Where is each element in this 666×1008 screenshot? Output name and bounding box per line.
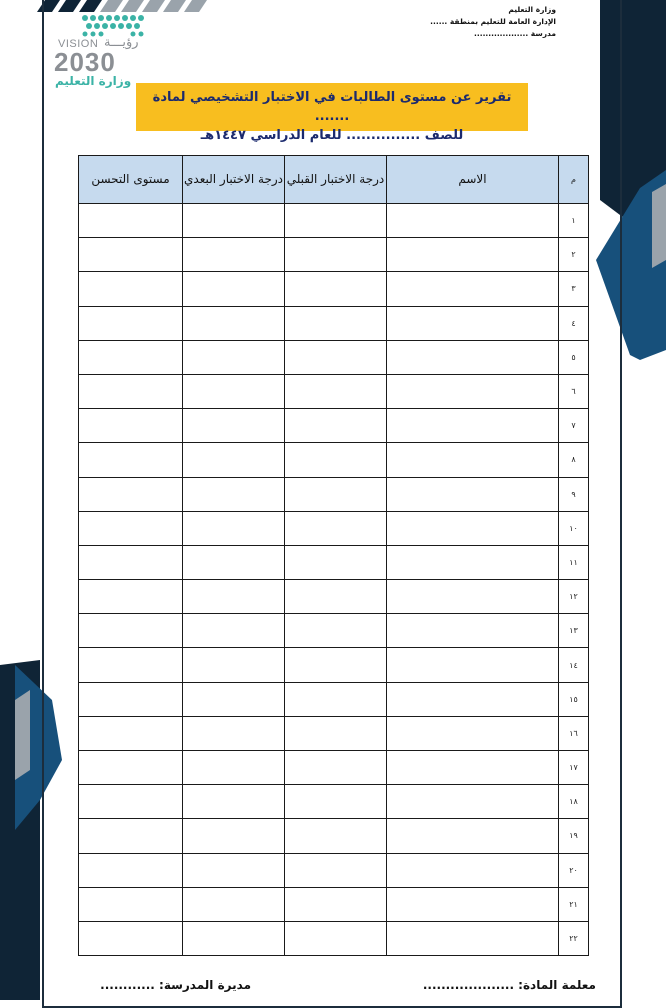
- improvement-cell[interactable]: [79, 204, 183, 238]
- improvement-cell[interactable]: [79, 409, 183, 443]
- table-row: [79, 238, 589, 272]
- pre-test-cell[interactable]: [285, 374, 387, 408]
- report-title-box: [136, 83, 528, 143]
- pre-test-cell[interactable]: [285, 545, 387, 579]
- principal-signature: مديرة المدرسة: ............: [100, 978, 251, 992]
- improvement-cell[interactable]: [79, 751, 183, 785]
- post-test-cell[interactable]: [183, 545, 285, 579]
- table-row: [79, 853, 589, 887]
- name-cell[interactable]: [387, 238, 559, 272]
- row-number: ١٣: [559, 614, 589, 648]
- improvement-cell[interactable]: [79, 511, 183, 545]
- table-row: [79, 887, 589, 921]
- table-row: [79, 409, 589, 443]
- table-row: [79, 306, 589, 340]
- pre-test-cell[interactable]: [285, 819, 387, 853]
- post-test-cell[interactable]: [183, 751, 285, 785]
- row-number: ٩: [559, 477, 589, 511]
- name-cell[interactable]: [387, 340, 559, 374]
- post-test-cell[interactable]: [183, 887, 285, 921]
- improvement-cell[interactable]: [79, 887, 183, 921]
- table-row: [79, 921, 589, 955]
- name-cell[interactable]: [387, 204, 559, 238]
- row-number: ٢: [559, 238, 589, 272]
- improvement-cell[interactable]: [79, 716, 183, 750]
- row-number: ١٠: [559, 511, 589, 545]
- row-number: ٥: [559, 340, 589, 374]
- logo-year: 2030: [54, 47, 116, 77]
- post-test-cell[interactable]: [183, 785, 285, 819]
- report-title-line-1: تقرير عن مستوى الطالبات في الاختبار التشخيصي لمادة .......: [152, 90, 512, 124]
- header-post-test: درجة الاختبار البعدي: [183, 156, 285, 204]
- pre-test-cell[interactable]: [285, 751, 387, 785]
- pre-test-cell[interactable]: [285, 204, 387, 238]
- pre-test-cell[interactable]: [285, 614, 387, 648]
- pre-test-cell[interactable]: [285, 580, 387, 614]
- header-school-line: مدرسة ...................: [474, 29, 556, 38]
- report-title-line-2: للصف ............... للعام الدراسي ١٤٤٧هـ: [200, 128, 464, 143]
- pre-test-cell[interactable]: [285, 511, 387, 545]
- pre-test-cell[interactable]: [285, 477, 387, 511]
- pre-test-cell[interactable]: [285, 887, 387, 921]
- table-row: [79, 511, 589, 545]
- table-row: [79, 374, 589, 408]
- logo-ministry-name: وزارة التعليم: [55, 74, 132, 88]
- pre-test-cell[interactable]: [285, 785, 387, 819]
- pre-test-cell[interactable]: [285, 409, 387, 443]
- row-number: ٨: [559, 443, 589, 477]
- name-cell[interactable]: [387, 682, 559, 716]
- improvement-cell[interactable]: [79, 853, 183, 887]
- pre-test-cell[interactable]: [285, 443, 387, 477]
- row-number: ٢٢: [559, 921, 589, 955]
- improvement-cell[interactable]: [79, 785, 183, 819]
- row-number: ١٥: [559, 682, 589, 716]
- pre-test-cell[interactable]: [285, 853, 387, 887]
- improvement-cell[interactable]: [79, 648, 183, 682]
- name-cell[interactable]: [387, 716, 559, 750]
- table-row: [79, 477, 589, 511]
- name-cell[interactable]: [387, 819, 559, 853]
- table-row: [79, 340, 589, 374]
- pre-test-cell[interactable]: [285, 921, 387, 955]
- table-row: [79, 785, 589, 819]
- logo-vision-word: VISION: [58, 38, 99, 50]
- name-cell[interactable]: [387, 409, 559, 443]
- post-test-cell[interactable]: [183, 443, 285, 477]
- row-number: ٧: [559, 409, 589, 443]
- header-name: الاسم: [387, 156, 559, 204]
- pre-test-cell[interactable]: [285, 716, 387, 750]
- name-cell[interactable]: [387, 887, 559, 921]
- table-row: [79, 614, 589, 648]
- improvement-cell[interactable]: [79, 614, 183, 648]
- table-row: [79, 272, 589, 306]
- name-cell[interactable]: [387, 853, 559, 887]
- pre-test-cell[interactable]: [285, 238, 387, 272]
- header-pre-test: درجة الاختبار القبلي: [285, 156, 387, 204]
- grades-table: [78, 155, 589, 956]
- pre-test-cell[interactable]: [285, 648, 387, 682]
- table-row: [79, 580, 589, 614]
- row-number: ١: [559, 204, 589, 238]
- row-number: ١٨: [559, 785, 589, 819]
- table-row: [79, 204, 589, 238]
- table-row: [79, 819, 589, 853]
- improvement-cell[interactable]: [79, 682, 183, 716]
- post-test-cell[interactable]: [183, 511, 285, 545]
- table-row: [79, 682, 589, 716]
- post-test-cell[interactable]: [183, 374, 285, 408]
- name-cell[interactable]: [387, 272, 559, 306]
- row-number: ١٩: [559, 819, 589, 853]
- pre-test-cell[interactable]: [285, 682, 387, 716]
- post-test-cell[interactable]: [183, 853, 285, 887]
- name-cell[interactable]: [387, 785, 559, 819]
- improvement-cell[interactable]: [79, 443, 183, 477]
- name-cell[interactable]: [387, 921, 559, 955]
- row-number: ١١: [559, 545, 589, 579]
- logo-vision-arabic: رؤيـــة: [104, 35, 139, 50]
- improvement-cell[interactable]: [79, 545, 183, 579]
- name-cell[interactable]: [387, 648, 559, 682]
- improvement-cell[interactable]: [79, 580, 183, 614]
- row-number: ٣: [559, 272, 589, 306]
- post-test-cell[interactable]: [183, 272, 285, 306]
- name-cell[interactable]: [387, 545, 559, 579]
- post-test-cell[interactable]: [183, 238, 285, 272]
- pre-test-cell[interactable]: [285, 340, 387, 374]
- header-ministry-line: وزارة التعليم: [508, 5, 556, 14]
- post-test-cell[interactable]: [183, 477, 285, 511]
- improvement-cell[interactable]: [79, 340, 183, 374]
- post-test-cell[interactable]: [183, 921, 285, 955]
- table-body: [79, 204, 589, 956]
- row-number: ٤: [559, 306, 589, 340]
- improvement-cell[interactable]: [79, 306, 183, 340]
- teacher-signature: معلمة المادة: ....................: [422, 978, 596, 992]
- row-number: ٦: [559, 374, 589, 408]
- row-number: ٢٠: [559, 853, 589, 887]
- table-row: [79, 545, 589, 579]
- post-test-cell[interactable]: [183, 204, 285, 238]
- name-cell[interactable]: [387, 511, 559, 545]
- table-row: [79, 443, 589, 477]
- improvement-cell[interactable]: [79, 374, 183, 408]
- improvement-cell[interactable]: [79, 477, 183, 511]
- post-test-cell[interactable]: [183, 682, 285, 716]
- table-header-row: [79, 156, 589, 204]
- ministry-header: [336, 4, 556, 40]
- name-cell[interactable]: [387, 751, 559, 785]
- name-cell[interactable]: [387, 306, 559, 340]
- post-test-cell[interactable]: [183, 306, 285, 340]
- row-number: ١٢: [559, 580, 589, 614]
- name-cell[interactable]: [387, 374, 559, 408]
- pre-test-cell[interactable]: [285, 272, 387, 306]
- name-cell[interactable]: [387, 614, 559, 648]
- post-test-cell[interactable]: [183, 340, 285, 374]
- name-cell[interactable]: [387, 443, 559, 477]
- table-row: [79, 648, 589, 682]
- name-cell[interactable]: [387, 580, 559, 614]
- post-test-cell[interactable]: [183, 614, 285, 648]
- pre-test-cell[interactable]: [285, 306, 387, 340]
- improvement-cell[interactable]: [79, 819, 183, 853]
- post-test-cell[interactable]: [183, 580, 285, 614]
- row-number: ٢١: [559, 887, 589, 921]
- post-test-cell[interactable]: [183, 819, 285, 853]
- improvement-cell[interactable]: [79, 272, 183, 306]
- row-number: ١٦: [559, 716, 589, 750]
- table-row: [79, 751, 589, 785]
- name-cell[interactable]: [387, 477, 559, 511]
- post-test-cell[interactable]: [183, 716, 285, 750]
- table-row: [79, 716, 589, 750]
- row-number: ١٤: [559, 648, 589, 682]
- vision-2030-logo: [52, 12, 147, 88]
- post-test-cell[interactable]: [183, 648, 285, 682]
- improvement-cell[interactable]: [79, 921, 183, 955]
- header-improvement: مستوى التحسن: [79, 156, 183, 204]
- row-number: ١٧: [559, 751, 589, 785]
- post-test-cell[interactable]: [183, 409, 285, 443]
- header-number: م: [559, 156, 589, 204]
- improvement-cell[interactable]: [79, 238, 183, 272]
- header-department-line: الإدارة العامة للتعليم بمنطقة ......: [430, 17, 556, 26]
